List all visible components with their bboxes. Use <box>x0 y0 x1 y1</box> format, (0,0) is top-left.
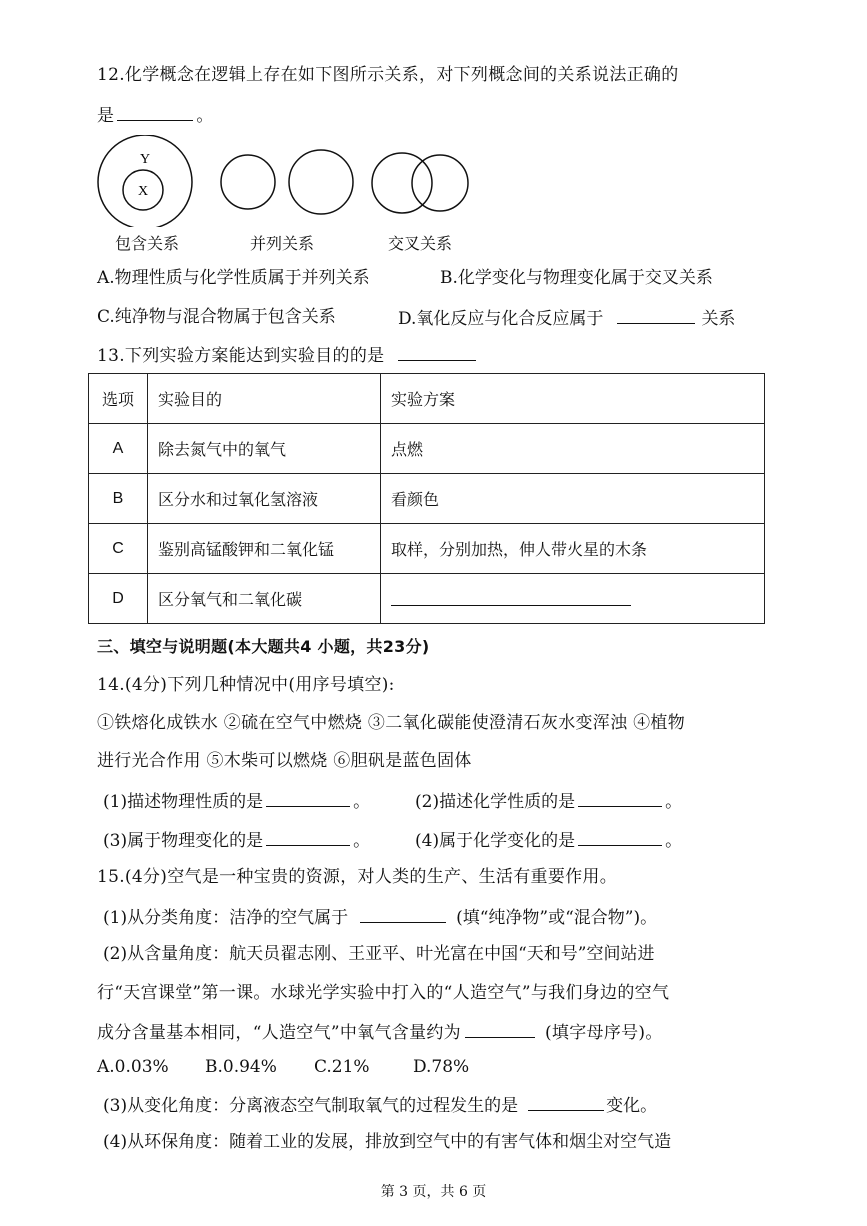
q15-sub1-suffix: (填“纯净物”或“混合物”)。 <box>456 908 658 928</box>
row-plan-blank[interactable] <box>391 587 631 606</box>
q14-sub1-end: 。 <box>353 792 371 812</box>
row-goal: 除去氮气中的氧气 <box>148 424 381 474</box>
q14-stem: 14.(4分)下列几种情况中(用序号填空): <box>97 675 395 695</box>
header-goal: 实验目的 <box>148 374 381 424</box>
q14-sub2-text: (2)描述化学性质的是 <box>415 792 576 812</box>
outer-circle-y <box>98 135 192 227</box>
row-option: D <box>89 574 148 624</box>
cross-circle-left <box>372 153 432 213</box>
q12-option-d-blank[interactable] <box>617 306 695 324</box>
q15-sub1 <box>103 905 657 929</box>
q12-stem-prefix: 是 <box>97 106 115 126</box>
q12-option-d-suffix: 关系 <box>701 309 736 329</box>
cross-circle-right <box>412 155 468 211</box>
q15-sub3 <box>103 1093 657 1117</box>
q12-option-d-prefix: D.氧化反应与化合反应属于 <box>398 309 604 329</box>
header-plan: 实验方案 <box>381 374 765 424</box>
q15-sub3-prefix: (3)从变化角度：分离液态空气制取氧气的过程发生的是 <box>103 1096 519 1116</box>
q14-sub1-blank[interactable] <box>266 789 350 807</box>
q15-sub2-line2: 行“天宫课堂”第一课。水球光学实验中打入的“人造空气”与我们身边的空气 <box>97 983 670 1003</box>
q14-sub4-text: (4)属于化学变化的是 <box>415 831 576 851</box>
parallel-circle-right <box>289 150 353 214</box>
q15-choice-b: B.0.94% <box>205 1057 277 1077</box>
row-goal: 区分氧气和二氧化碳 <box>148 574 381 624</box>
q12-option-d <box>398 306 735 330</box>
q12-option-c: C.纯净物与混合物属于包含关系 <box>97 307 336 327</box>
q15-choice-a: A.0.03% <box>97 1057 169 1077</box>
q13-answer-blank[interactable] <box>398 343 476 361</box>
row-option: A <box>89 424 148 474</box>
q14-sub3-text: (3)属于物理变化的是 <box>103 831 264 851</box>
q14-items-line2: 进行光合作用 ⑤木柴可以燃烧 ⑥胆矾是蓝色固体 <box>97 751 472 771</box>
row-plan: 取样，分别加热，伸人带火星的木条 <box>381 524 765 574</box>
label-x: X <box>137 184 149 199</box>
page-footer: 第 3 页，共 6 页 <box>380 1184 487 1200</box>
q15-sub3-suffix: 变化。 <box>606 1096 658 1116</box>
q12-stem-line1: 12.化学概念在逻辑上存在如下图所示关系，对下列概念间的关系说法正确的 <box>97 65 679 85</box>
table-row <box>89 574 765 624</box>
q12-answer-blank[interactable] <box>117 103 193 121</box>
q14-sub3 <box>103 828 370 852</box>
diagram-label-cross: 交叉关系 <box>388 234 453 253</box>
table-row <box>89 524 765 574</box>
q14-sub2 <box>415 789 682 813</box>
q12-option-b: B.化学变化与物理变化属于交叉关系 <box>440 268 713 288</box>
q15-choice-d: D.78% <box>413 1057 470 1077</box>
q15-sub1-blank[interactable] <box>360 905 446 923</box>
q14-sub4-blank[interactable] <box>578 828 662 846</box>
q15-sub2-line3-suffix: (填字母序号)。 <box>544 1023 663 1043</box>
row-option: B <box>89 474 148 524</box>
q14-sub3-end: 。 <box>353 831 371 851</box>
parallel-circle-left <box>221 155 275 209</box>
q15-sub3-blank[interactable] <box>528 1093 604 1111</box>
section-3-title: 三、填空与说明题(本大题共4 小题，共23分) <box>97 637 430 656</box>
diagram-label-parallel: 并列关系 <box>250 234 315 253</box>
diagram-label-contain: 包含关系 <box>115 234 180 253</box>
q15-choice-c: C.21% <box>314 1057 370 1077</box>
header-option: 选项 <box>89 374 148 424</box>
row-plan: 看颜色 <box>381 474 765 524</box>
table-row <box>89 424 765 474</box>
set-relation-diagram <box>95 135 485 227</box>
q15-sub1-prefix: (1)从分类角度：洁净的空气属于 <box>103 908 349 928</box>
q14-sub3-blank[interactable] <box>266 828 350 846</box>
q14-sub4-end: 。 <box>665 831 683 851</box>
q15-sub2-line1: (2)从含量角度：航天员翟志刚、王亚平、叶光富在中国“天和号”空间站进 <box>103 944 655 964</box>
q15-sub2-line3-prefix: 成分含量基本相同，“人造空气”中氧气含量约为 <box>97 1023 461 1043</box>
table-header-row <box>89 374 765 424</box>
q15-sub2-line3 <box>97 1020 663 1044</box>
row-goal: 鉴别高锰酸钾和二氧化锰 <box>148 524 381 574</box>
q13-stem-line <box>97 343 479 367</box>
row-plan: 点燃 <box>381 424 765 474</box>
q13-stem: 13.下列实验方案能达到实验目的的是 <box>97 346 385 366</box>
q15-sub4: (4)从环保角度：随着工业的发展，排放到空气中的有害气体和烟尘对空气造 <box>103 1132 672 1152</box>
q14-sub2-blank[interactable] <box>578 789 662 807</box>
q14-sub2-end: 。 <box>665 792 683 812</box>
q12-stem-suffix: 。 <box>196 106 214 126</box>
q14-items-line1: ①铁熔化成铁水 ②硫在空气中燃烧 ③二氧化碳能使澄清石灰水变浑浊 ④植物 <box>97 713 686 733</box>
table-row <box>89 474 765 524</box>
q15-sub2-blank[interactable] <box>465 1020 535 1038</box>
row-goal: 区分水和过氧化氢溶液 <box>148 474 381 524</box>
row-plan-blank-cell <box>381 574 765 624</box>
q14-sub1 <box>103 789 370 813</box>
label-y: Y <box>139 152 151 167</box>
q14-sub1-text: (1)描述物理性质的是 <box>103 792 264 812</box>
q14-sub4 <box>415 828 682 852</box>
q12-stem-line2 <box>97 103 214 127</box>
q12-option-a: A.物理性质与化学性质属于并列关系 <box>97 268 370 288</box>
experiment-table <box>88 373 765 624</box>
q15-stem: 15.(4分)空气是一种宝贵的资源，对人类的生产、生活有重要作用。 <box>97 867 618 887</box>
row-option: C <box>89 524 148 574</box>
